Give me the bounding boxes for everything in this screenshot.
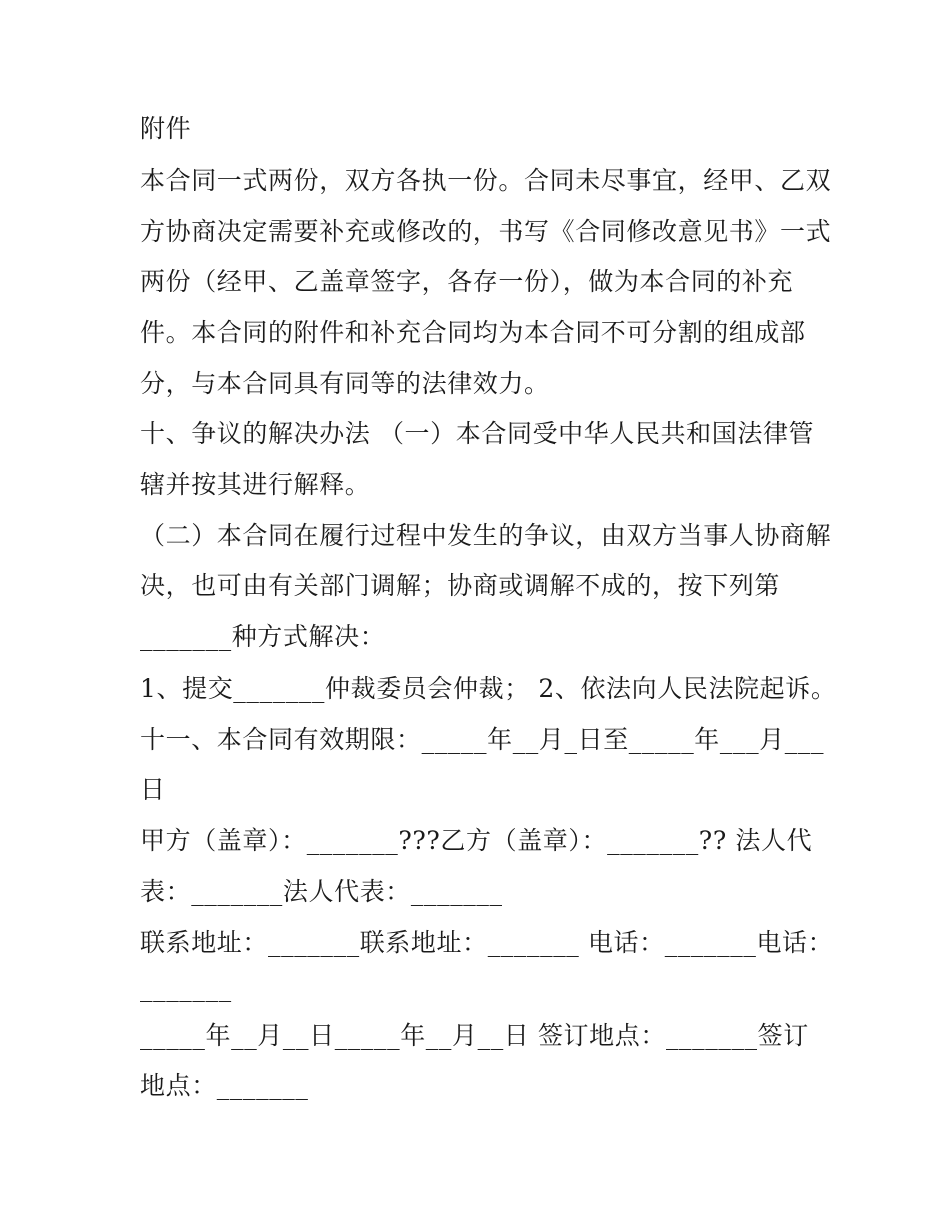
paragraph-line: 辖并按其进行解释。	[140, 470, 371, 499]
paragraph-line: 日	[140, 775, 166, 804]
phone-blank-line: _______	[140, 973, 232, 1002]
section-eleven-validity-line: 十一、本合同有效期限：_____年__月_日至_____年___月___	[140, 725, 825, 754]
date-signing-place-line: _____年__月__日_____年__月__日 签订地点：_______签订	[140, 1021, 809, 1050]
signing-place-line: 地点：_______	[140, 1071, 309, 1100]
paragraph-line: _______种方式解决：	[140, 622, 386, 651]
paragraph-line: 方协商决定需要补充或修改的，书写《合同修改意见书》一式	[140, 217, 832, 246]
legal-representative-line: 表：_______法人代表：_______	[140, 877, 503, 906]
heading-attachment: 附件	[140, 114, 192, 143]
section-ten-heading: 十、争议的解决办法 （一）本合同受中华人民共和国法律管	[140, 419, 815, 448]
contact-address-phone-line: 联系地址：_______联系地址：_______ 电话：_______电话：	[140, 928, 834, 957]
paragraph-line: 两份（经甲、乙盖章签字，各存一份），做为本合同的补充	[140, 267, 794, 296]
paragraph-line: 决，也可由有关部门调解；协商或调解不成的，按下列第	[140, 571, 781, 600]
resolution-options-line: 1、提交_______仲裁委员会仲裁； 2、依法向人民法院起诉。	[140, 674, 837, 703]
paragraph-line: 件。本合同的附件和补充合同均为本合同不可分割的组成部	[140, 318, 806, 347]
signature-party-line: 甲方（盖章）：_______???乙方（盖章）：_______?? 法人代	[140, 826, 813, 855]
clause-two-line: （二）本合同在履行过程中发生的争议，由双方当事人协商解	[140, 521, 832, 550]
paragraph-line: 分，与本合同具有同等的法律效力。	[140, 369, 550, 398]
paragraph-line: 本合同一式两份，双方各执一份。合同未尽事宜，经甲、乙双	[140, 166, 832, 195]
